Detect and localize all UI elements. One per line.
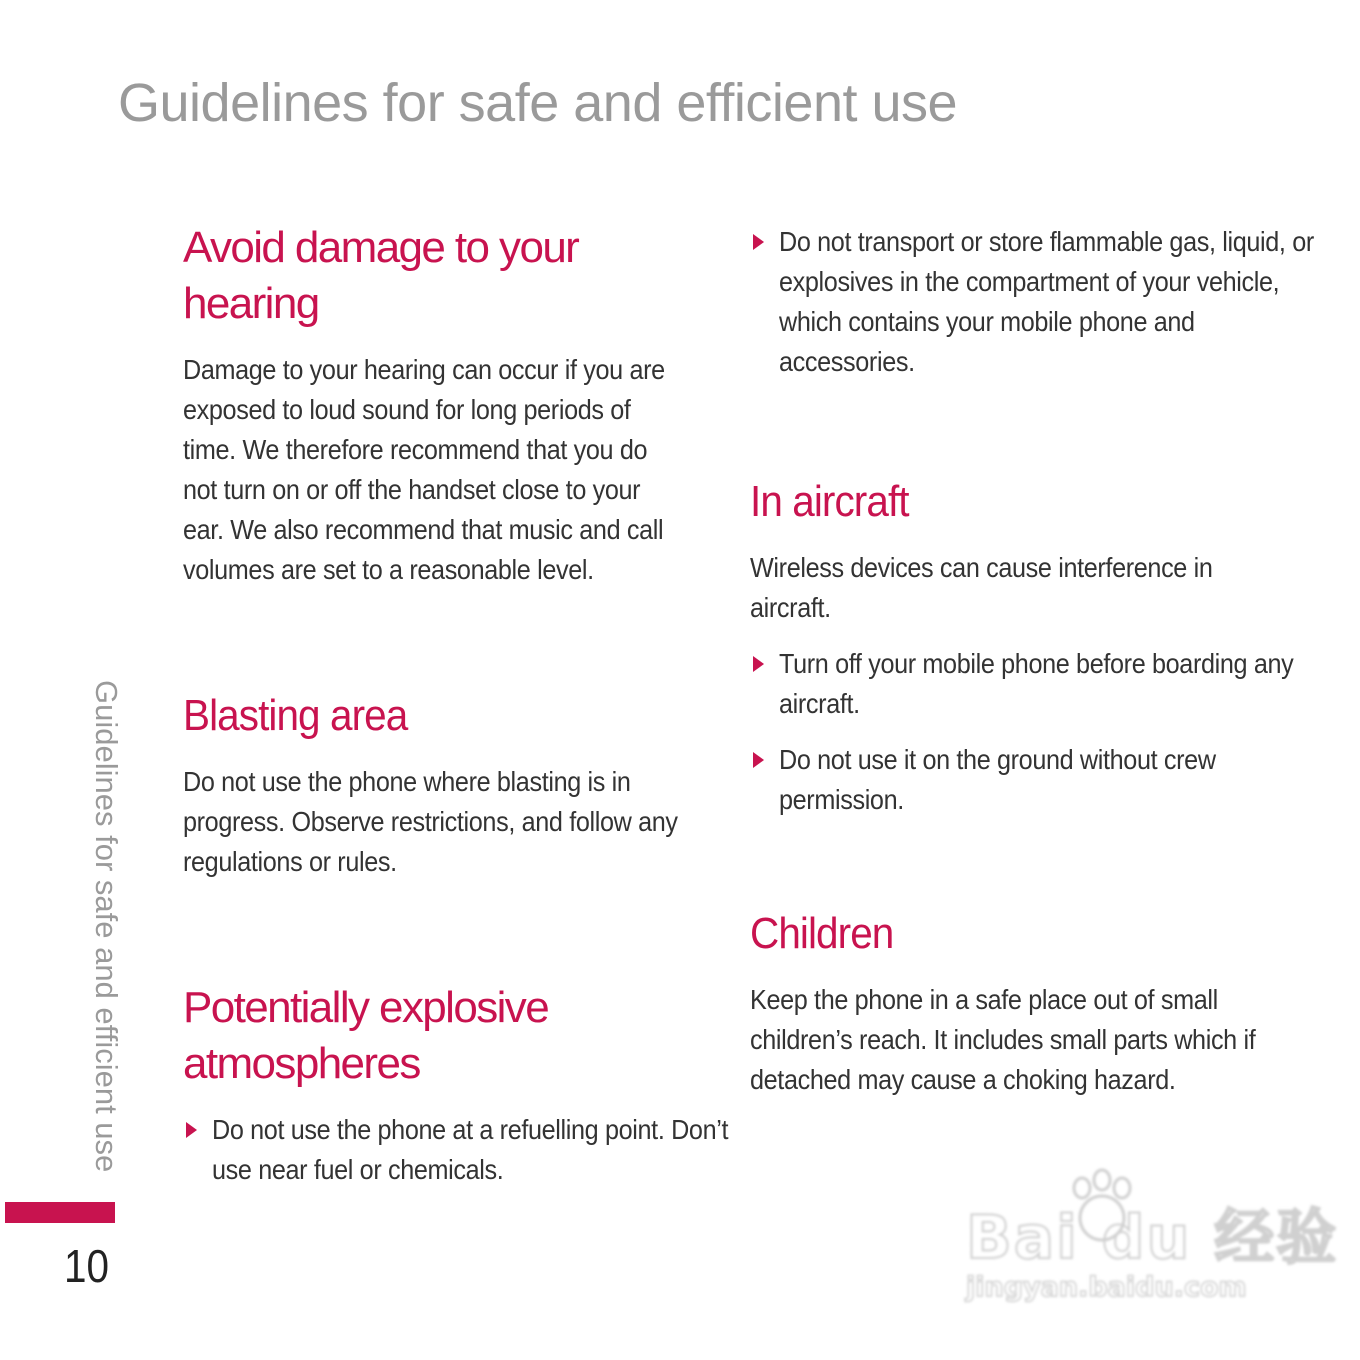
triangle-bullet-icon [753,234,764,250]
bullet-text: Do not use it on the ground without crew permission. [779,744,1216,815]
bullet-item [750,222,1314,382]
section-heading: Potentially explosive atmospheres [183,983,549,1088]
right-column [750,222,1314,1100]
section-body: Keep the phone in a safe place out of small children’s reach. It includes small parts which if detached may cause a choking hazard. [750,984,1256,1095]
section-explosive-continued [750,222,1314,382]
bullet-item [750,740,1270,820]
baidu-watermark [962,1160,1339,1310]
bullet-text: Turn off your mobile phone before boarding any aircraft. [779,648,1294,719]
bullet-item [183,1110,729,1190]
section-heading: Children [750,909,894,958]
section-aircraft [750,474,1294,820]
section-body: Damage to your hearing can occur if you are exposed to loud sound for long periods of time. We therefore recommend that you do not turn on or off the handset close to your ear. We also recommend that music and call volumes are set to a reasonable level. [183,354,665,585]
section-children [750,906,1270,1100]
page-number: 10 [64,1240,110,1292]
left-column [183,220,729,1206]
section-body: Wireless devices can cause interference in aircraft. [750,552,1213,623]
triangle-bullet-icon [753,656,764,672]
section-hearing [183,220,683,590]
page-title: Guidelines for safe and efficient use [118,73,958,133]
section-body: Do not use the phone where blasting is in progress. Observe restrictions, and follow any regulations or rules. [183,766,678,877]
section-heading: Blasting area [183,691,408,740]
bullet-item [750,644,1294,724]
watermark-brand: Bai du 经验 [966,1203,1339,1273]
bullet-text: Do not transport or store flammable gas, liquid, or explosives in the compartment of your vehicle, which contains your mobile phone and accessories. [779,226,1314,377]
section-blasting [183,688,683,882]
triangle-bullet-icon [753,752,764,768]
side-accent-bar [5,1202,115,1223]
watermark-url: jingyan.baidu.com [966,1272,1247,1303]
triangle-bullet-icon [186,1122,197,1138]
bullet-text: Do not use the phone at a refuelling point. Don’t use near fuel or chemicals. [212,1114,729,1185]
section-heading: In aircraft [750,477,909,526]
side-section-label: Guidelines for safe and efficient use [89,680,124,1173]
section-heading: Avoid damage to your hearing [183,223,579,328]
section-explosive [183,980,729,1190]
